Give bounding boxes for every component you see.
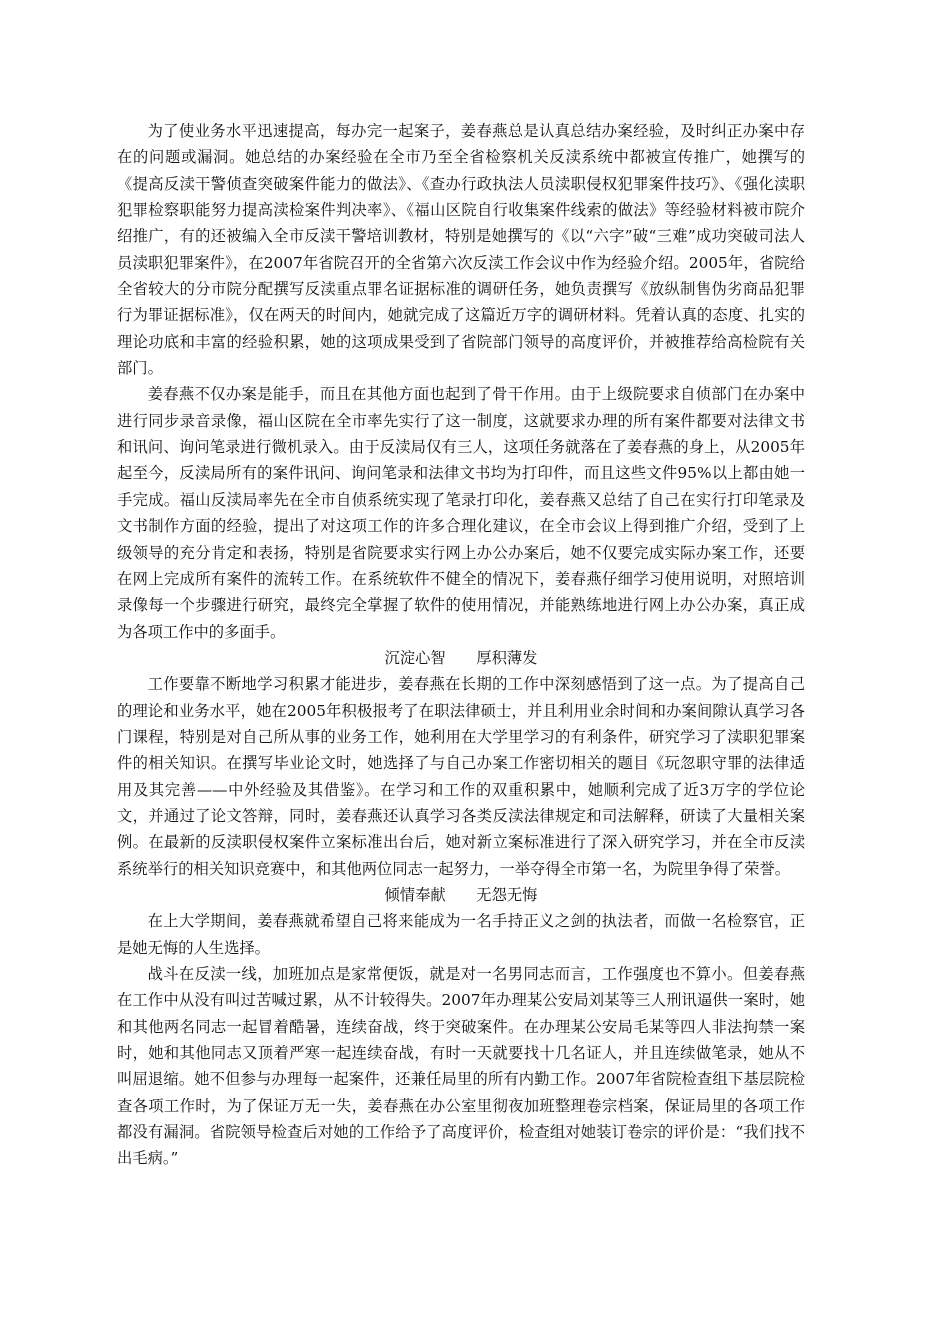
section-heading-study: 沉淀心智 厚积薄发: [384, 648, 538, 667]
paragraph-study: 工作要靠不断地学习积累才能进步，姜春燕在长期的工作中深刻感悟到了这一点。为了提高自己的理论和业务水平，她在2005年积极报考了在职法律硕士，并且利用业余时间和办案间隙认真学习各门课程，特别是对自己所从事的业务工作，她利用在大学里学习的有利条件，研究学习了渎职犯罪案件的相关知识。在撰写毕业论文时，她选择了与自己办案工作密切相关的题目《玩忽职守罪的法律适用及其完善——中外经验及其借鉴》。在学习和工作的双重积累中，她顺利完成了近3万字的学位论文，并通过了论文答辩，同时，姜春燕还认真学习各类反渎法律规定和司法解释，研读了大量相关案例。在最新的反渎职侵权案件立案标准出台后，她对新立案标准进行了深入研究学习，并在全市反渎系统举行的相关知识竞赛中，和其他两位同志一起努力，一举夺得全市第一名，为院里争得了荣誉。: [117, 675, 805, 878]
section-heading-dedication: 倾情奉献 无怨无悔: [384, 885, 538, 904]
document-page: [117, 118, 805, 1172]
paragraph-front-line-work: 战斗在反渎一线，加班加点是家常便饭，就是对一名男同志而言，工作强度也不算小。但姜春燕在工作中从没有叫过苦喊过累，从不计较得失。2007年办理某公安局刘某等三人刑讯逼供一案时，她和其他两名同志一起冒着酷暑，连续奋战，终于突破案件。在办理某公安局毛某等四人非法拘禁一案时，她和其他同志又顶着严寒一起连续奋战，有时一天就要找十几名证人，并且连续做笔录，她从不叫屈退缩。她不但参与办理每一起案件，还兼任局里的所有内勤工作。2007年省院检查组下基层院检查各项工作时，为了保证万无一失，姜春燕在办公室里彻夜加班整理卷宗档案，保证局里的各项工作都没有漏洞。省院领导检查后对她的工作给予了高度评价，检查组对她装订卷宗的评价是：“我们找不出毛病。”: [117, 965, 805, 1168]
paragraph-multi-skilled: 姜春燕不仅办案是能手，而且在其他方面也起到了骨干作用。由于上级院要求自侦部门在办案中进行同步录音录像，福山区院在全市率先实行了这一制度，这就要求办理的所有案件都要对法律文书和讯问、询问笔录进行微机录入。由于反渎局仅有三人，这项任务就落在了姜春燕的身上，从2005年起至今，反渎局所有的案件讯问、询问笔录和法律文书均为打印件，而且这些文件95%以上都由她一手完成。福山反渎局率先在全市自侦系统实现了笔录打印化，姜春燕又总结了自己在实行打印笔录及文书制作方面的经验，提出了对这项工作的许多合理化建议，在全市会议上得到推广介绍，受到了上级领导的充分肯定和表扬，特别是省院要求实行网上办公办案后，她不仅要完成实际办案工作，还要在网上完成所有案件的流转工作。在系统软件不健全的情况下，姜春燕仔细学习使用说明，对照培训录像每一个步骤进行研究，最终完全掌握了软件的使用情况，并能熟练地进行网上办公办案，真正成为各项工作中的多面手。: [117, 385, 805, 641]
paragraph-summary-experience: 为了使业务水平迅速提高，每办完一起案子，姜春燕总是认真总结办案经验，及时纠正办案中存在的问题或漏洞。她总结的办案经验在全市乃至全省检察机关反渎系统中都被宣传推广，她撰写的《提高反渎干警侦查突破案件能力的做法》、《查办行政执法人员渎职侵权犯罪案件技巧》、《强化渎职犯罪检察职能努力提高渎检案件判决率》、《福山区院自行收集案件线索的做法》等经验材料被市院介绍推广，有的还被编入全市反渎干警培训教材，特别是她撰写的《以“六字”破“三难”成功突破司法人员渎职犯罪案件》，在2007年省院召开的全省第六次反渎工作会议中作为经验介绍。2005年，省院给全省较大的分市院分配撰写反渎重点罪名证据标准的调研任务，她负责撰写《放纵制售伪劣商品犯罪行为罪证据标准》，仅在两天的时间内，她就完成了这篇近万字的调研材料。凭着认真的态度、扎实的理论功底和丰富的经验积累，她的这项成果受到了省院部门领导的高度评价，并被推荐给高检院有关部门。: [117, 122, 805, 378]
paragraph-career-choice: 在上大学期间，姜春燕就希望自己将来能成为一名手持正义之剑的执法者，而做一名检察官，正是她无悔的人生选择。: [117, 912, 805, 957]
